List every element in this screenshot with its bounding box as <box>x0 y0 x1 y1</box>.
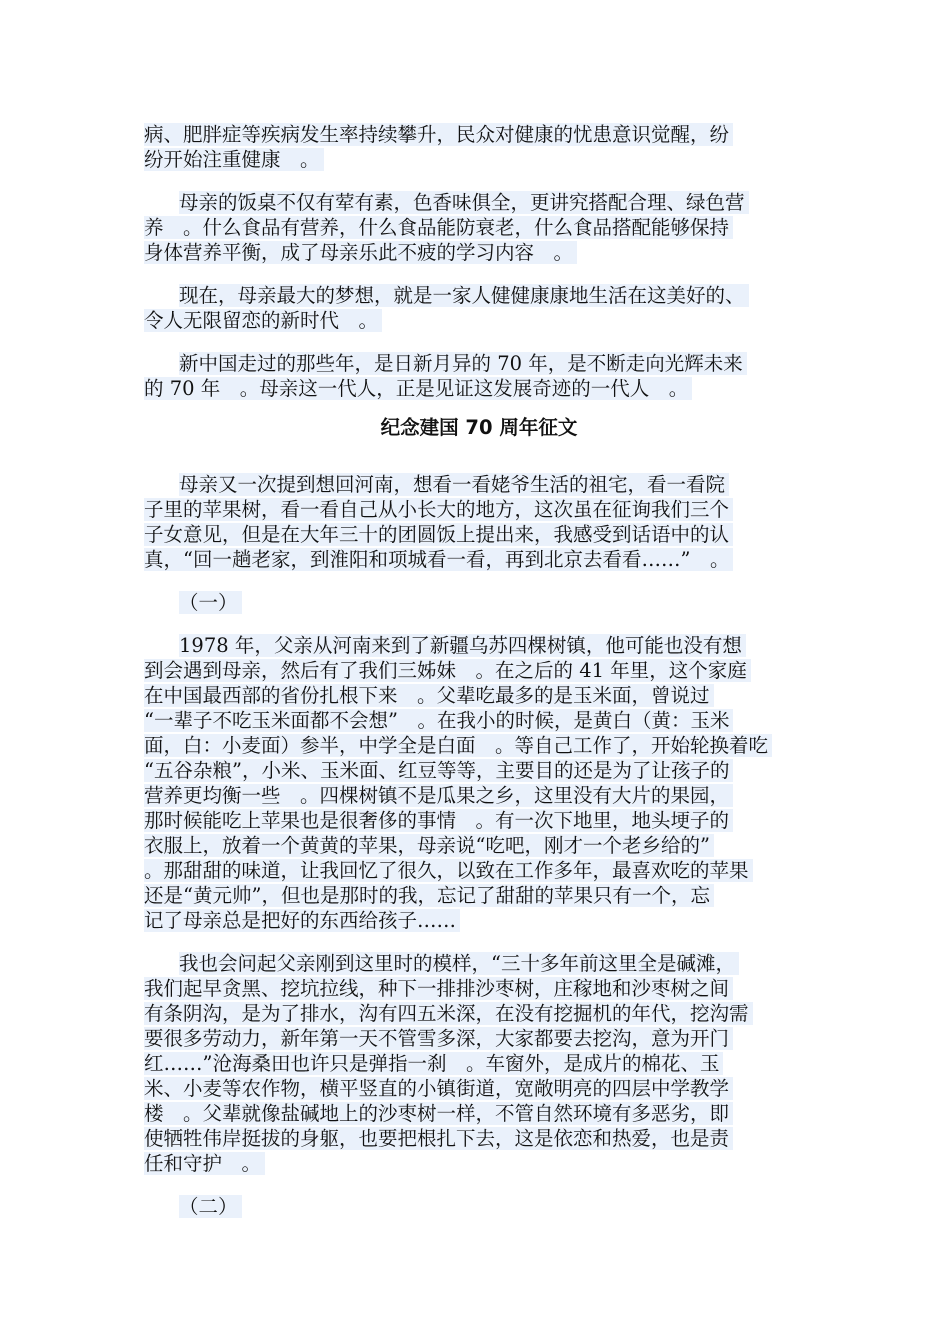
text-line-content: （一） <box>179 591 242 614</box>
text-line <box>144 1051 814 1076</box>
text-line-content: 现在，母亲最大的梦想，就是一家人健健康康地生活在这美好的、 <box>179 284 749 307</box>
paragraph <box>144 1194 814 1219</box>
text-line-content: 要很多劳动力，新年第一天不管雪多深，大家都要去挖沟，意为开门 <box>144 1027 733 1050</box>
text-line-content: 子女意见，但是在大年三十的团圆饭上提出来，我感受到话语中的认 <box>144 523 733 546</box>
paragraph <box>144 283 814 333</box>
paragraph-spacer <box>144 265 814 283</box>
text-line-content: 真，“回一趟老家，到淮阳和项城看一看，再到北京去看看……” 。 <box>144 548 733 571</box>
text-line <box>144 683 814 708</box>
paragraph-spacer <box>144 440 814 454</box>
text-line-content: 在中国最西部的省份扎根下来 。父辈吃最多的是玉米面，曾说过 <box>144 684 714 707</box>
text-line <box>144 308 814 333</box>
paragraph-spacer <box>144 454 814 472</box>
text-line-content: 养 。什么食品有营养，什么食品能防衰老，什么食品搭配能够保持 <box>144 216 733 239</box>
text-line-content: 。那甜甜的味道，让我回忆了很久，以致在工作多年，最喜欢吃的苹果 <box>144 859 753 882</box>
text-line-content: 还是“黄元帅”，但也是那时的我，忘记了甜甜的苹果只有一个，忘 <box>144 884 714 907</box>
text-line <box>144 783 814 808</box>
text-line <box>144 497 814 522</box>
text-line-content: 那时候能吃上苹果也是很奢侈的事情 。有一次下地里，地头埂子的 <box>144 809 733 832</box>
text-line <box>144 1126 814 1151</box>
paragraph-spacer <box>144 615 814 633</box>
text-line <box>144 351 814 376</box>
paragraph-spacer <box>144 401 814 415</box>
paragraph <box>144 590 814 615</box>
text-line-content: 母亲的饭桌不仅有荤有素，色香味俱全，更讲究搭配合理、绿色营 <box>179 191 749 214</box>
text-line-content: 楼 。父辈就像盐碱地上的沙枣树一样，不管自然环境有多恶劣，即 <box>144 1102 733 1125</box>
paragraph-spacer <box>144 172 814 190</box>
text-line-content: 病、肥胖症等疾病发生率持续攀升，民众对健康的忧患意识觉醒，纷 <box>144 123 733 146</box>
text-line <box>144 1001 814 1026</box>
text-line <box>144 522 814 547</box>
text-line <box>144 590 814 615</box>
text-line <box>144 215 814 240</box>
text-line <box>144 858 814 883</box>
text-line <box>144 1026 814 1051</box>
text-line-content: （二） <box>179 1195 242 1218</box>
text-line-content: “五谷杂粮”，小米、玉米面、红豆等等，主要目的还是为了让孩子的 <box>144 759 733 782</box>
text-line <box>144 1076 814 1101</box>
text-line <box>144 733 814 758</box>
text-line-content: 新中国走过的那些年，是日新月异的 70 年，是不断走向光辉未来 <box>179 352 747 375</box>
document-body <box>144 122 814 1219</box>
text-line-content: 纷开始注重健康 。 <box>144 148 324 171</box>
text-line <box>144 908 814 933</box>
paragraph <box>144 951 814 1176</box>
text-line <box>144 190 814 215</box>
text-line <box>144 1194 814 1219</box>
text-line-content: 的 70 年 。母亲这一代人，正是见证这发展奇迹的一代人 。 <box>144 377 692 400</box>
paragraph <box>144 190 814 265</box>
text-line-content: 我也会问起父亲刚到这里时的模样，“三十多年前这里全是碱滩， <box>179 952 739 975</box>
text-line <box>144 122 814 147</box>
text-line-content: 使牺牲伟岸挺拔的身躯，也要把根扎下去，这是依恋和热爱，也是责 <box>144 1127 733 1150</box>
text-line <box>144 283 814 308</box>
text-line <box>144 951 814 976</box>
text-line-content: 面，白：小麦面）参半，中学全是白面 。等自己工作了，开始轮换着吃 <box>144 734 772 757</box>
text-line-content: 1978 年，父亲从河南来到了新疆乌苏四棵树镇，他可能也没有想 <box>179 634 746 657</box>
text-line-content: 身体营养平衡，成了母亲乐此不疲的学习内容 。 <box>144 241 577 264</box>
text-line-content: 红……”沧海桑田也许只是弹指一刹 。车窗外，是成片的棉花、玉 <box>144 1052 723 1075</box>
text-line <box>144 1101 814 1126</box>
text-line-content: 营养更均衡一些 。四棵树镇不是瓜果之乡，这里没有大片的果园， <box>144 784 733 807</box>
text-line <box>144 472 814 497</box>
text-line-content: 衣服上，放着一个黄黄的苹果，母亲说“吃吧，刚才一个老乡给的” <box>144 834 714 857</box>
text-line-content: 到会遇到母亲，然后有了我们三姊妹 。在之后的 41 年里，这个家庭 <box>144 659 751 682</box>
paragraph <box>144 472 814 572</box>
paragraph-spacer <box>144 572 814 590</box>
text-line-content: 我们起早贪黑、挖坑拉线，种下一排排沙枣树，庄稼地和沙枣树之间 <box>144 977 733 1000</box>
text-line <box>144 883 814 908</box>
text-line-content: 有条阴沟，是为了排水，沟有四五米深，在没有挖掘机的年代，挖沟需 <box>144 1002 753 1025</box>
text-line-content: “一辈子不吃玉米面都不会想” 。在我小的时候，是黄白（黄：玉米 <box>144 709 733 732</box>
text-line <box>144 976 814 1001</box>
paragraph-spacer <box>144 333 814 351</box>
text-line <box>144 1151 814 1176</box>
text-line-content: 令人无限留恋的新时代 。 <box>144 309 382 332</box>
text-line <box>144 808 814 833</box>
text-line-content: 记了母亲总是把好的东西给孩子…… <box>144 909 460 932</box>
text-line-content: 任和守护 。 <box>144 1152 265 1175</box>
text-line <box>144 833 814 858</box>
section-title: 纪念建国 70 周年征文 <box>380 416 578 439</box>
paragraph-spacer <box>144 1176 814 1194</box>
text-line-content: 子里的苹果树，看一看自己从小长大的地方，这次虽在征询我们三个 <box>144 498 733 521</box>
text-line-content: 母亲又一次提到想回河南，想看一看姥爷生活的祖宅，看一看院 <box>179 473 729 496</box>
paragraph <box>144 122 814 172</box>
text-line <box>144 547 814 572</box>
text-line <box>144 658 814 683</box>
paragraph <box>144 633 814 933</box>
text-line <box>144 147 814 172</box>
text-line-content: 米、小麦等农作物，横平竖直的小镇街道，宽敞明亮的四层中学教学 <box>144 1077 733 1100</box>
paragraph <box>144 351 814 401</box>
text-line <box>144 758 814 783</box>
text-line <box>144 708 814 733</box>
text-line <box>144 633 814 658</box>
text-line <box>144 376 814 401</box>
text-line <box>144 240 814 265</box>
paragraph-spacer <box>144 933 814 951</box>
